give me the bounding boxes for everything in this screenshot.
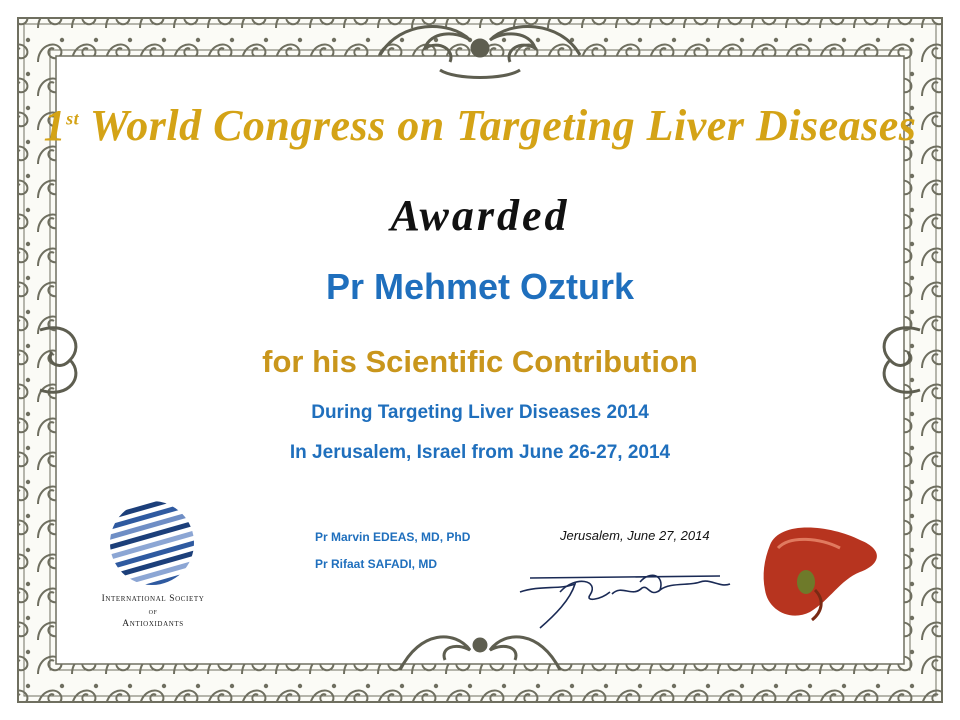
society-name-line3: Antioxidants [122,619,184,629]
place-date: Jerusalem, June 27, 2014 [560,528,710,543]
location-line: In Jerusalem, Israel from June 26-27, 2014 [289,442,671,463]
title-ordinal-suffix: st [66,108,80,129]
event-line: During Targeting Liver Diseases 2014 [311,402,649,423]
recipient-name: Pr Mehmet Ozturk [325,266,635,307]
awarded-heading: Awarded [390,191,570,240]
title-ordinal: 1 [43,101,67,150]
society-name-line1: International Society [101,594,205,604]
society-name-line2: of [148,607,158,616]
signatory-first: Pr Marvin EDEAS, MD, PhD [315,530,471,544]
signatory-second: Pr Rifaat SAFADI, MD [315,557,438,571]
contribution-text: for his Scientific Contribution [262,344,698,379]
title-text: World Congress on Targeting Liver Diseases [89,101,917,150]
certificate-title [0,100,960,151]
